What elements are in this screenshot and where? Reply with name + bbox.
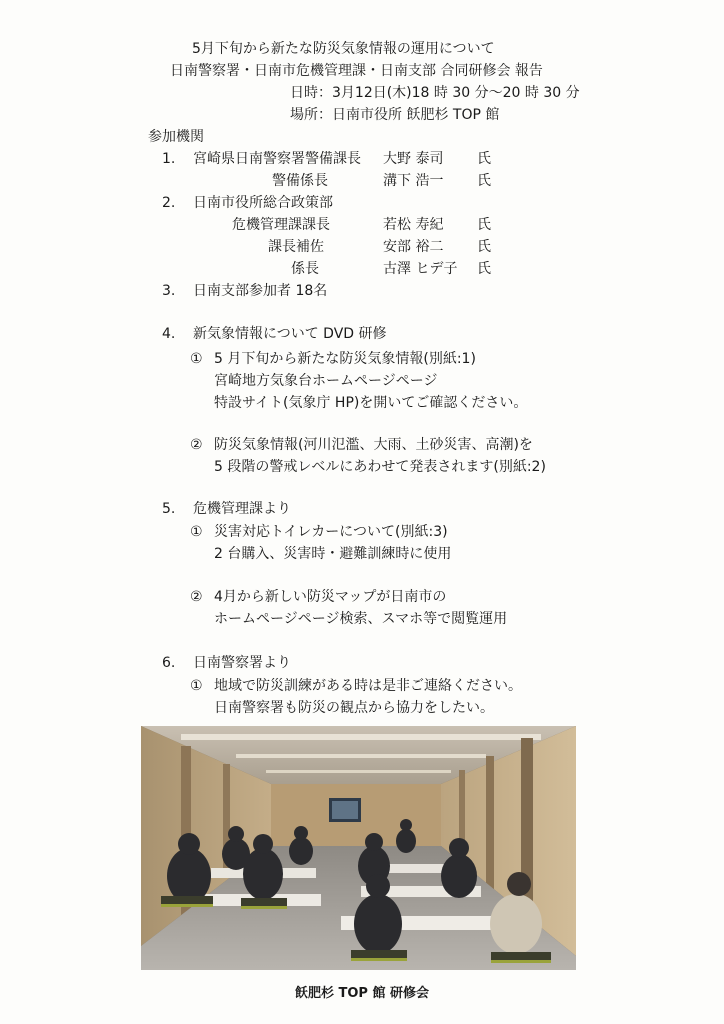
section-heading: 日南警察署より bbox=[193, 655, 291, 671]
participant-honorific: 氏 bbox=[477, 151, 491, 167]
meeting-photo bbox=[141, 726, 576, 970]
photo-caption: 飫肥杉 TOP 館 研修会 bbox=[294, 986, 430, 1001]
point-line: 防災気象情報(河川氾濫、大雨、土砂災害、高潮)を bbox=[214, 437, 533, 453]
participants-heading: 参加機関 bbox=[148, 129, 204, 145]
participant-title: 係長 bbox=[291, 261, 319, 277]
point-line: 5 段階の警戒レベルにあわせて発表されます(別紙:2) bbox=[214, 459, 546, 475]
point-marker: ① bbox=[190, 524, 203, 540]
point-marker: ① bbox=[190, 351, 203, 367]
point-line: 2 台購入、災害時・避難訓練時に使用 bbox=[214, 546, 452, 562]
participant-title: 課長補佐 bbox=[268, 239, 324, 255]
point-line: 4月から新しい防災マップが日南市の bbox=[214, 589, 447, 605]
participant-honorific: 氏 bbox=[477, 239, 491, 255]
point-marker: ② bbox=[190, 437, 203, 453]
participant-name: 溝下 浩一 bbox=[383, 173, 444, 189]
section-number: 4. bbox=[162, 326, 176, 342]
meeting-room-illustration bbox=[141, 726, 576, 970]
participant-name: 大野 泰司 bbox=[383, 151, 444, 167]
participant-name: 安部 裕二 bbox=[383, 239, 444, 255]
document-subtitle: 日南警察署・日南市危機管理課・日南支部 合同研修会 報告 bbox=[170, 63, 543, 79]
meeting-place: 場所：日南市役所 飫肥杉 TOP 館 bbox=[290, 107, 500, 123]
participant-title: 危機管理課課長 bbox=[232, 217, 330, 233]
participant-title: 宮崎県日南警察署警備課長 bbox=[193, 151, 361, 167]
point-marker: ② bbox=[190, 589, 203, 605]
item-number: 3. bbox=[162, 283, 176, 299]
point-line: 災害対応トイレカーについて(別紙:3) bbox=[214, 524, 448, 540]
participant-org: 日南市役所総合政策部 bbox=[193, 195, 333, 211]
participant-name: 若松 寿紀 bbox=[383, 217, 444, 233]
item-number: 1. bbox=[162, 151, 176, 167]
point-line: 特設サイト(気象庁 HP)を開いてご確認ください。 bbox=[214, 395, 528, 411]
branch-participants: 日南支部参加者 18名 bbox=[193, 283, 328, 299]
section-number: 5. bbox=[162, 501, 176, 517]
point-line: 宮崎地方気象台ホームページページ bbox=[214, 373, 438, 389]
meeting-datetime: 日時：3月12日(木)18 時 30 分〜20 時 30 分 bbox=[290, 85, 580, 101]
participant-honorific: 氏 bbox=[477, 173, 491, 189]
participant-honorific: 氏 bbox=[477, 261, 491, 277]
point-line: 地域で防災訓練がある時は是非ご連絡ください。 bbox=[214, 678, 522, 694]
section-number: 6. bbox=[162, 655, 176, 671]
participant-name: 古澤 ヒデ子 bbox=[383, 261, 458, 277]
section-heading: 新気象情報について DVD 研修 bbox=[193, 326, 387, 342]
document-title: 5月下旬から新たな防災気象情報の運用について bbox=[192, 41, 495, 57]
participant-title: 警備係長 bbox=[272, 173, 328, 189]
point-line: 日南警察署も防災の観点から協力をしたい。 bbox=[214, 700, 494, 716]
section-heading: 危機管理課より bbox=[193, 501, 291, 517]
point-line: ホームページページ検索、スマホ等で閲覧運用 bbox=[214, 611, 508, 627]
participant-honorific: 氏 bbox=[477, 217, 491, 233]
item-number: 2. bbox=[162, 195, 176, 211]
point-line: 5 月下旬から新たな防災気象情報(別紙:1) bbox=[214, 351, 476, 367]
point-marker: ① bbox=[190, 678, 203, 694]
